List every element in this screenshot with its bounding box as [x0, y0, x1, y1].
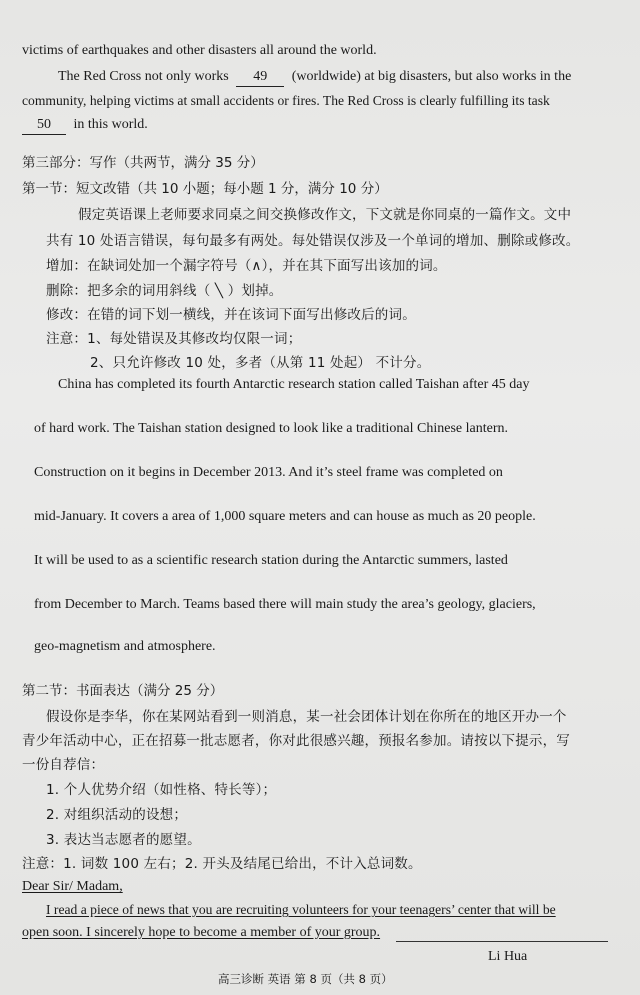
reading-line-4b: in this world.	[73, 117, 148, 132]
prompt-item-2: 2. 对组织活动的设想；	[46, 807, 188, 823]
prompt-item-1: 1. 个人优势介绍（如性格、特长等）；	[46, 782, 277, 798]
passage-line-7: geo-magnetism and atmosphere.	[34, 639, 216, 654]
part3-title: 第三部分：写作（共两节，满分 35 分）	[22, 155, 264, 171]
blank-49: 49	[236, 68, 284, 87]
passage-line-4: mid-January. It covers a area of 1,000 square meters and can house as much as 20 people.	[34, 509, 536, 524]
reading-line-2a: The Red Cross not only works	[58, 69, 229, 84]
letter-line-2: open soon. I sincerely hope to become a member of your group.	[22, 925, 381, 940]
passage-line-6: from December to March. Teams based there will main study the area’s geology, glaciers,	[34, 597, 536, 612]
instr-note-1: 注意：1、每处错误及其修改均仅限一词；	[46, 331, 302, 347]
section1-instr-1: 假定英语课上老师要求同桌之间交换修改作文，下文就是你同桌的一篇作文。文中	[78, 207, 572, 223]
section2-note: 注意：1. 词数 100 左右；2. 开头及结尾已给出，不计入总词数。	[22, 856, 422, 872]
instr-add: 增加：在缺词处加一个漏字符号（∧），并在其下面写出该加的词。	[46, 258, 447, 274]
reading-line-2	[58, 68, 571, 87]
section2-para-1: 假设你是李华，你在某网站看到一则消息，某一社会团体计划在你所在的地区开办一个	[46, 709, 567, 725]
section2-title: 第二节：书面表达（满分 25 分）	[22, 683, 224, 699]
passage-line-2: of hard work. The Taishan station designed to look like a traditional Chinese lantern.	[34, 421, 509, 436]
reading-line-2b: (worldwide) at big disasters, but also works in the	[291, 69, 572, 84]
instr-delete: 删除：把多余的词用斜线（ ╲ ）划掉。	[46, 283, 283, 299]
blank-50: 50	[22, 116, 66, 135]
instr-modify: 修改：在错的词下划一横线，并在该词下面写出修改后的词。	[46, 307, 416, 323]
instr-note-2: 2、只允许修改 10 处，多者（从第 11 处起） 不计分。	[90, 355, 431, 371]
passage-line-1: China has completed its fourth Antarctic research station called Taishan after 45 day	[58, 377, 530, 392]
section2-para-2: 青少年活动中心，正在招募一批志愿者，你对此很感兴趣，预报名参加。请按以下提示，写	[22, 733, 570, 749]
section2-para-3: 一份自荐信：	[22, 757, 105, 773]
reading-line-1: victims of earthquakes and other disasters all around the world.	[22, 43, 377, 58]
section1-title: 第一节：短文改错（共 10 小题；每小题 1 分，满分 10 分）	[22, 181, 388, 197]
letter-greeting: Dear Sir/ Madam,	[22, 879, 123, 894]
reading-line-3: community, helping victims at small accidents or fires. The Red Cross is clearly fulfilling its task	[22, 93, 550, 108]
letter-blank-rule	[396, 941, 608, 942]
reading-line-4	[22, 116, 148, 135]
section1-instr-2: 共有 10 处语言错误，每句最多有两处。每处错误仅涉及一个单词的增加、删除或修改。	[46, 233, 580, 249]
passage-line-3: Construction on it begins in December 2013. And it’s steel frame was completed on	[34, 465, 503, 480]
passage-line-5: It will be used to as a scientific research station during the Antarctic summers, lasted	[34, 553, 508, 568]
page-footer: 高三诊断 英语 第 8 页（共 8 页）	[218, 972, 393, 986]
letter-line-1: I read a piece of news that you are recruiting volunteers for your teenagers’ center that will be	[46, 902, 556, 917]
letter-signature: Li Hua	[488, 949, 528, 964]
prompt-item-3: 3. 表达当志愿者的愿望。	[46, 832, 201, 848]
